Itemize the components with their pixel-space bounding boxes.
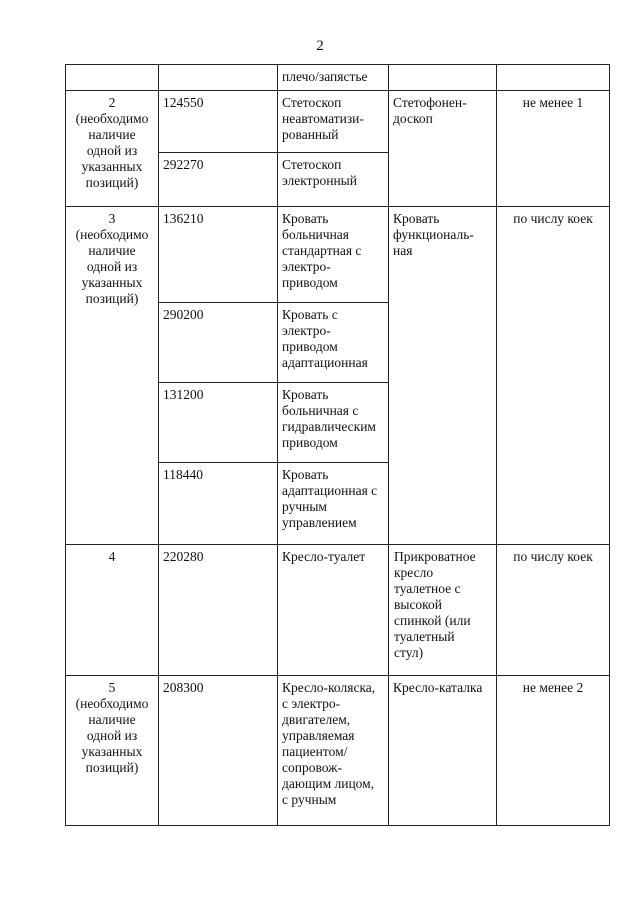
position-cell: 2 (необходимо наличие одной из указанных позиций): [66, 91, 159, 207]
group-name-cell: Стетофонен- доскоп: [389, 91, 497, 207]
table-row: [66, 65, 610, 91]
name-cell: Стетоскоп неавтоматизи- рованный: [278, 91, 389, 153]
code-cell: 124550: [159, 91, 278, 153]
name-cell: Кровать больничная с гидравлическим приводом: [278, 383, 389, 463]
position-cell: [66, 65, 159, 91]
code-cell: 290200: [159, 303, 278, 383]
code-cell: 131200: [159, 383, 278, 463]
group-name-cell: Кровать функциональ- ная: [389, 207, 497, 545]
group-name-cell: Прикроватное кресло туалетное с высокой спинкой (или туалетный стул): [389, 545, 497, 676]
equipment-table: [65, 64, 610, 826]
name-cell: Кресло-коляска, с электро- двигателем, управляемая пациентом/ сопровож- дающим лицом, с ручным: [278, 676, 389, 826]
table-row: [66, 207, 610, 303]
quantity-cell: по числу коек: [497, 207, 610, 545]
code-cell: [159, 65, 278, 91]
page-number: 2: [316, 38, 324, 54]
table-row: [66, 91, 610, 153]
name-cell: Кровать с электро- приводом адаптационная: [278, 303, 389, 383]
code-cell: 292270: [159, 153, 278, 207]
position-cell: 3 (необходимо наличие одной из указанных позиций): [66, 207, 159, 545]
position-cell: 4: [66, 545, 159, 676]
group-cell: [389, 65, 497, 91]
quantity-cell: по числу коек: [497, 545, 610, 676]
code-cell: 136210: [159, 207, 278, 303]
name-cell: плечо/запястье: [278, 65, 389, 91]
name-cell: Кровать больничная стандартная с электро- приводом: [278, 207, 389, 303]
table-row: [66, 676, 610, 826]
name-cell: Стетоскоп электронный: [278, 153, 389, 207]
code-cell: 220280: [159, 545, 278, 676]
code-cell: 118440: [159, 463, 278, 545]
table-row: [66, 545, 610, 676]
group-name-cell: Кресло-каталка: [389, 676, 497, 826]
name-cell: Кресло-туалет: [278, 545, 389, 676]
position-cell: 5 (необходимо наличие одной из указанных позиций): [66, 676, 159, 826]
quantity-cell: не менее 2: [497, 676, 610, 826]
quantity-cell: [497, 65, 610, 91]
quantity-cell: не менее 1: [497, 91, 610, 207]
name-cell: Кровать адаптационная с ручным управлением: [278, 463, 389, 545]
code-cell: 208300: [159, 676, 278, 826]
